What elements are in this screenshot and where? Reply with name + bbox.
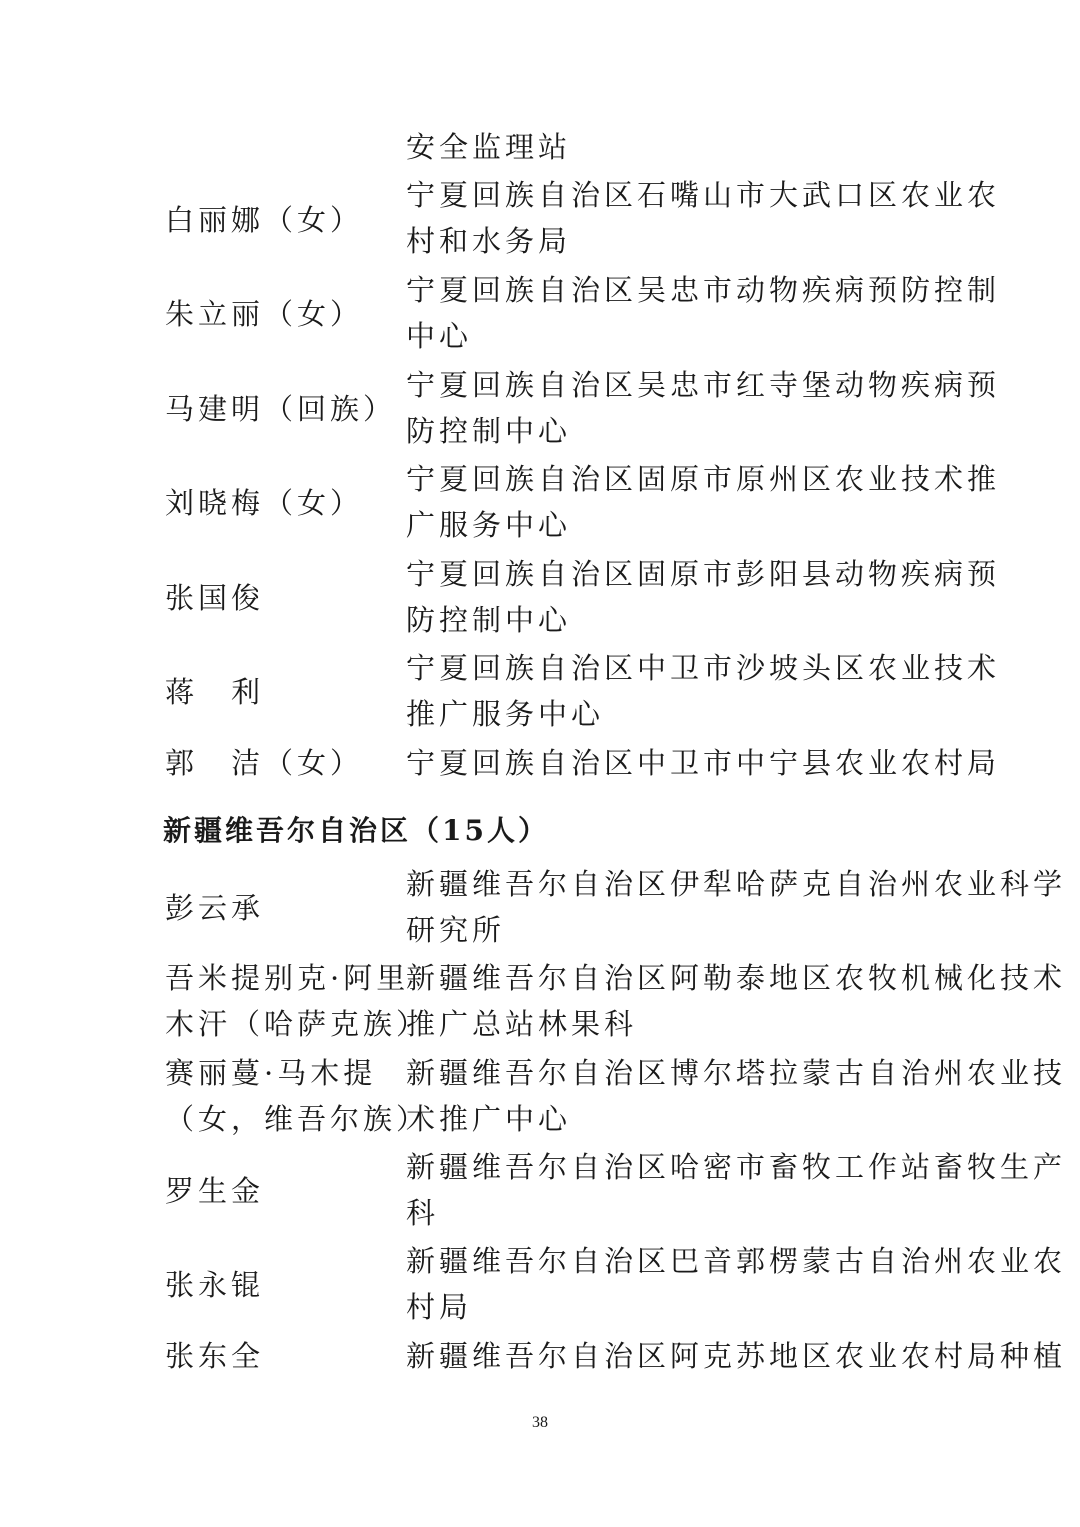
unit-line: 宁夏回族自治区中卫市中宁县农业农村局 [406, 746, 1001, 780]
person-name: 吾米提别克·阿里 [165, 961, 410, 995]
unit-line: 科 [406, 1196, 440, 1230]
unit-line: 广服务中心 [406, 508, 572, 542]
unit-line: 新疆维吾尔自治区博尔塔拉蒙古自治州农业技 [406, 1056, 1067, 1090]
person-name: 蒋 利 [165, 675, 265, 709]
person-name: 张国俊 [165, 581, 265, 615]
person-name: 郭 洁（女） [165, 746, 364, 780]
unit-line: 宁夏回族自治区吴忠市动物疾病预防控制 [406, 273, 1001, 307]
unit-line: 防控制中心 [406, 603, 572, 637]
person-name: 张东全 [165, 1339, 265, 1373]
unit-line: 防控制中心 [406, 414, 572, 448]
unit-line: 新疆维吾尔自治区伊犁哈萨克自治州农业科学 [406, 867, 1067, 901]
unit-line: 新疆维吾尔自治区阿克苏地区农业农村局种植 [406, 1339, 1067, 1373]
unit-line: 推广总站林果科 [406, 1007, 638, 1041]
person-name: 彭云承 [165, 891, 265, 925]
unit-line: 新疆维吾尔自治区阿勒泰地区农牧机械化技术 [406, 961, 1067, 995]
unit-line: 术推广中心 [406, 1102, 572, 1136]
unit-line: 宁夏回族自治区吴忠市红寺堡动物疾病预 [406, 368, 1001, 402]
unit-line: 新疆维吾尔自治区巴音郭楞蒙古自治州农业农 [406, 1244, 1067, 1278]
person-name: 赛丽蔓·马木提 [165, 1056, 377, 1090]
page-number: 38 [532, 1414, 548, 1431]
person-name: 朱立丽（女） [165, 297, 364, 331]
person-name: 木汗（哈萨克族） [165, 1007, 430, 1041]
unit-continuation: 安全监理站 [406, 130, 572, 164]
unit-line: 中心 [406, 319, 473, 353]
person-name: 白丽娜（女） [165, 203, 364, 237]
section-heading: 新疆维吾尔自治区（15人） [163, 814, 549, 847]
person-name: 罗生金 [165, 1174, 265, 1208]
person-name: 马建明（回族） [165, 392, 397, 426]
person-name: （女，维吾尔族） [165, 1102, 430, 1136]
unit-line: 宁夏回族自治区固原市原州区农业技术推 [406, 462, 1001, 496]
unit-line: 新疆维吾尔自治区哈密市畜牧工作站畜牧生产 [406, 1150, 1067, 1184]
unit-line: 推广服务中心 [406, 697, 605, 731]
unit-line: 宁夏回族自治区石嘴山市大武口区农业农 [406, 178, 1001, 212]
unit-line: 村和水务局 [406, 224, 572, 258]
unit-line: 宁夏回族自治区固原市彭阳县动物疾病预 [406, 557, 1001, 591]
unit-line: 宁夏回族自治区中卫市沙坡头区农业技术 [406, 651, 1001, 685]
person-name: 刘晓梅（女） [165, 486, 364, 520]
unit-line: 村局 [406, 1290, 473, 1324]
unit-line: 研究所 [406, 913, 506, 947]
person-name: 张永锟 [165, 1268, 265, 1302]
